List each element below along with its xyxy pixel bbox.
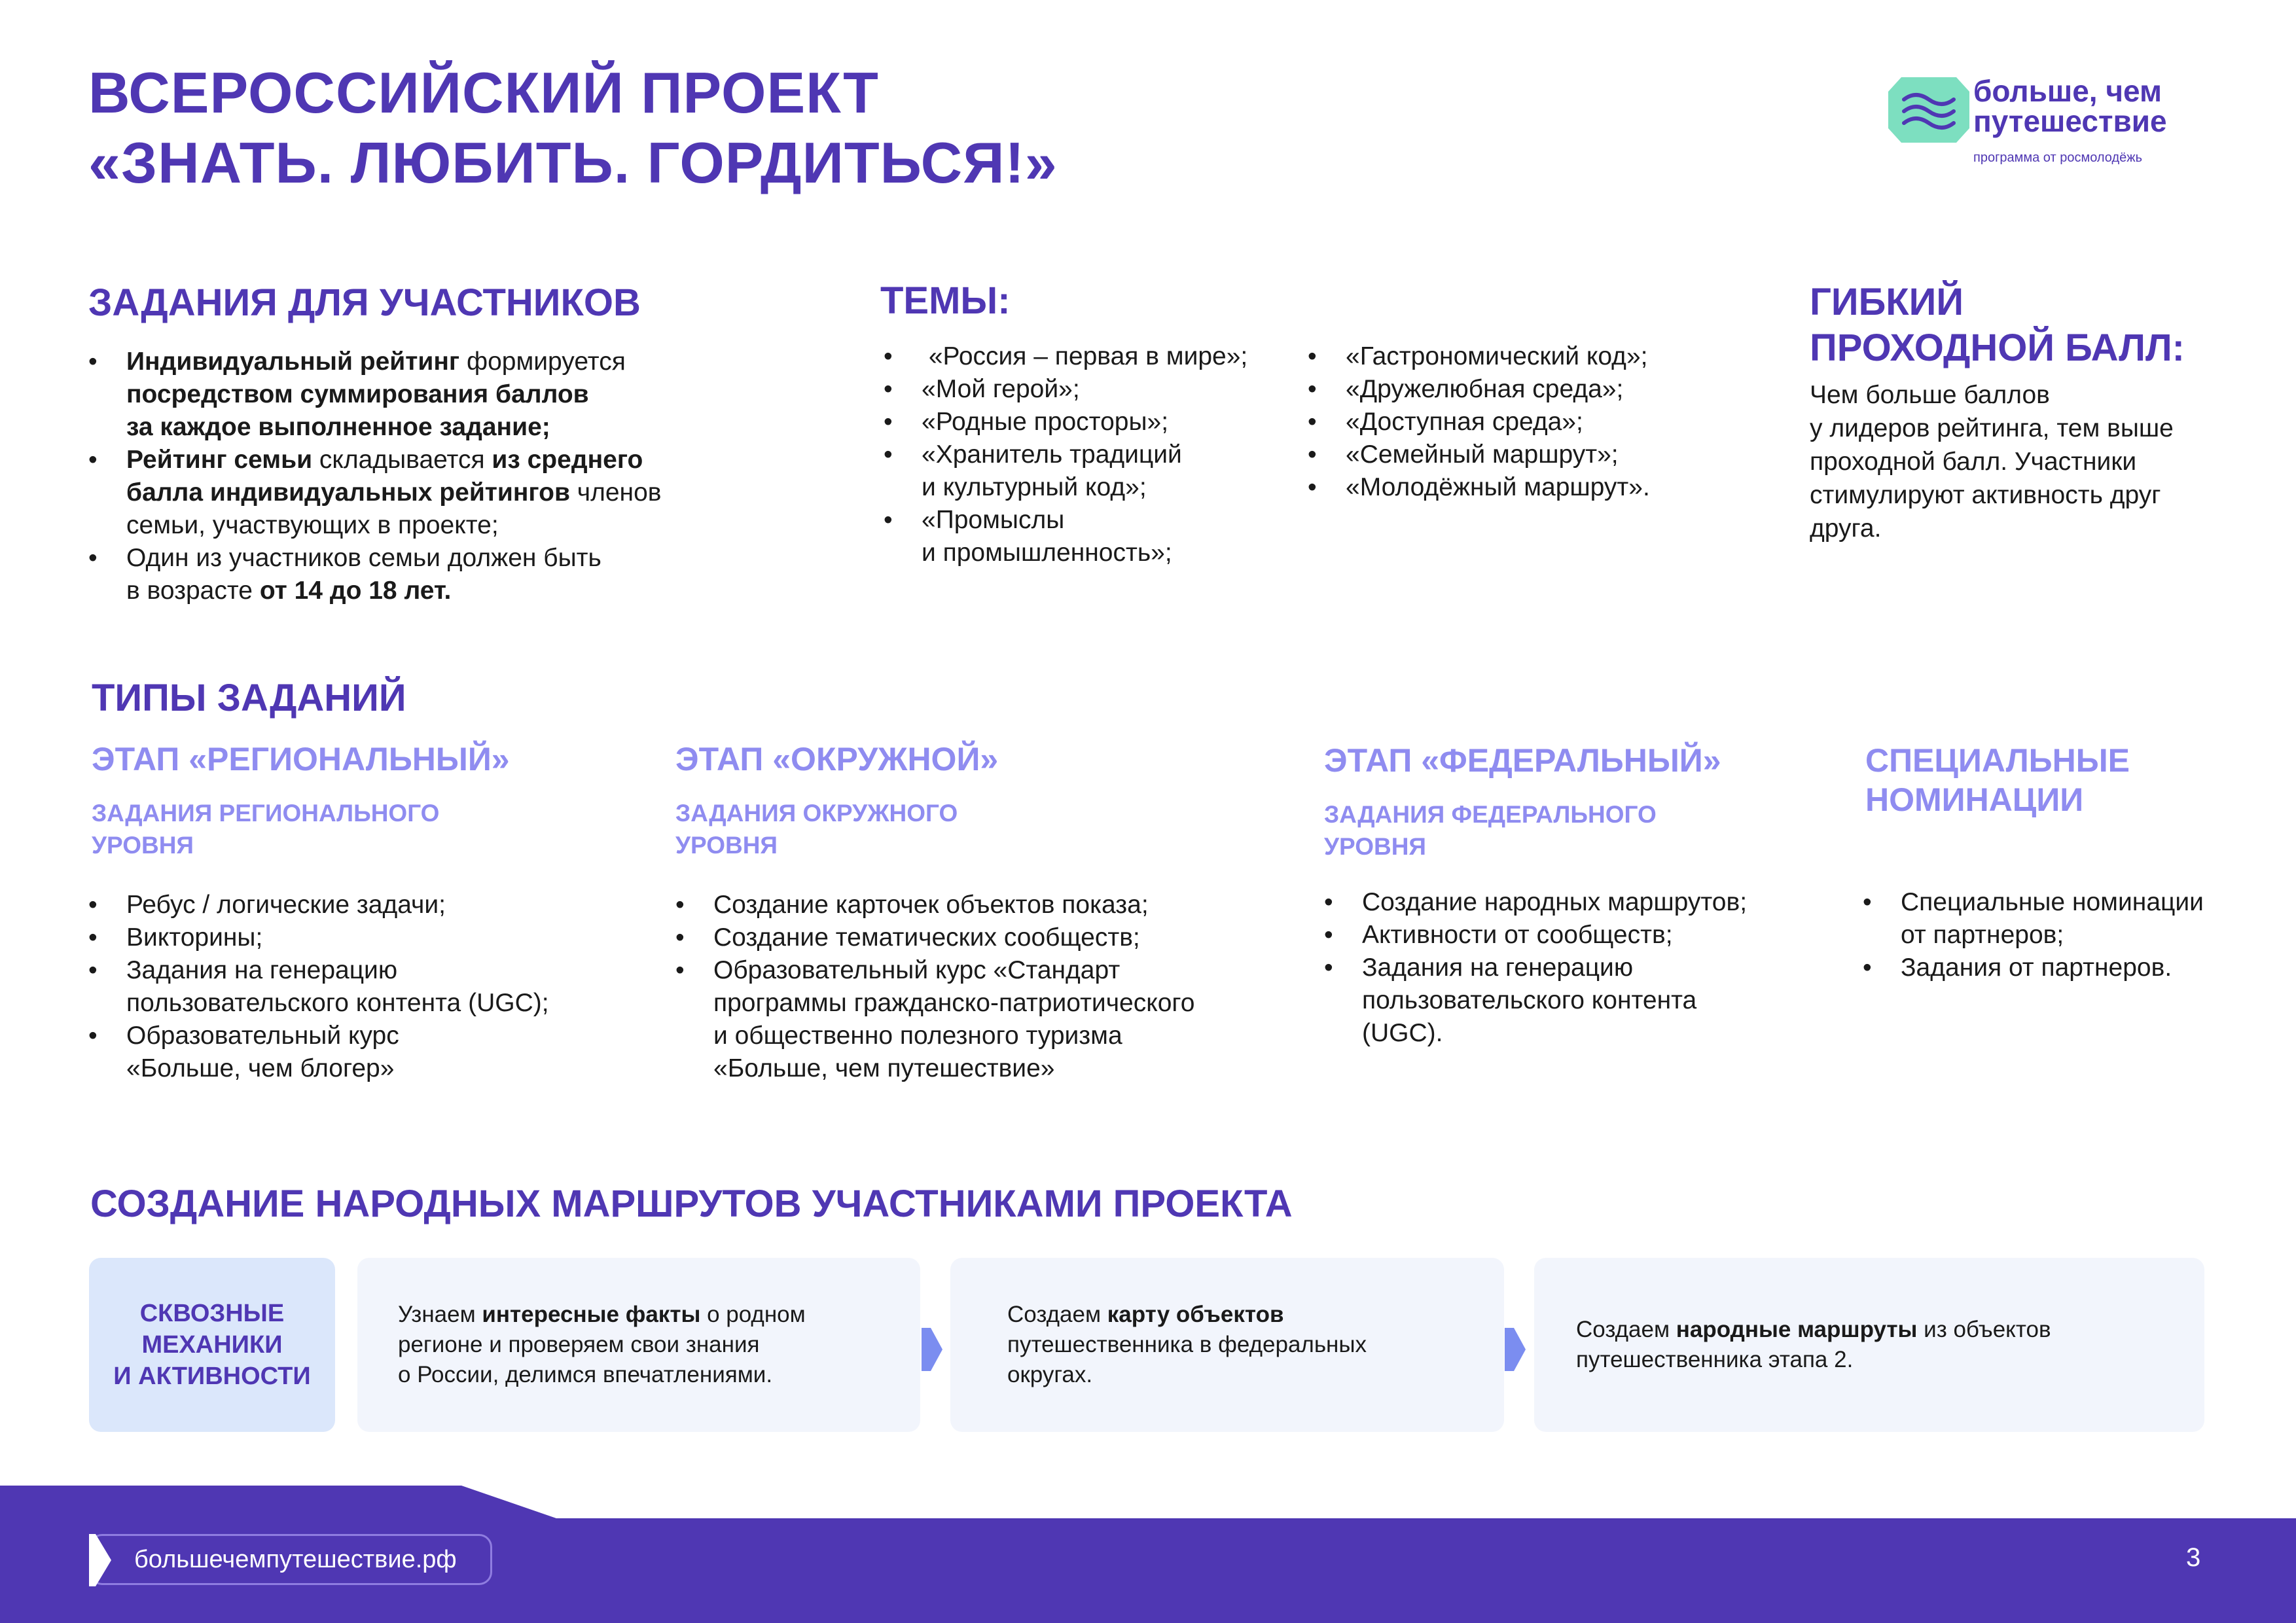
arrow-right-icon bbox=[1505, 1328, 1526, 1371]
chevron-right-icon bbox=[89, 1534, 111, 1586]
arrow-right-icon bbox=[922, 1328, 942, 1371]
list-item: • Создание карточек объектов показа; bbox=[675, 889, 1317, 921]
list-item: • Задания на генерацию пользовательского контента (UGC); bbox=[88, 954, 645, 1020]
list-item: • «Семейный маршрут»; bbox=[1308, 438, 1753, 471]
list-item: • «Доступная среда»; bbox=[1308, 406, 1753, 438]
title-line-1: ВСЕРОССИЙСКИЙ ПРОЕКТ bbox=[88, 60, 879, 125]
list-item: • Создание тематических сообществ; bbox=[675, 921, 1317, 954]
special-nominations-title: СПЕЦИАЛЬНЫЕ НОМИНАЦИИ bbox=[1865, 742, 2130, 818]
list-item: • Рейтинг семьи складывается из среднего балла индивидуальных рейтингов членов семьи, участвующих в проекте; bbox=[88, 444, 861, 542]
logo bbox=[1888, 73, 2215, 171]
stage-regional-title: ЭТАП «РЕГИОНАЛЬНЫЙ» bbox=[92, 741, 510, 777]
list-item: • Один из участников семьи должен быть в возрасте от 14 до 18 лет. bbox=[88, 542, 861, 607]
stage-regional-subtitle: ЗАДАНИЯ РЕГИОНАЛЬНОГО УРОВНЯ bbox=[92, 800, 440, 859]
website-url: большечемпутешествие.рф bbox=[134, 1545, 457, 1573]
list-item: • Ребус / логические задачи; bbox=[88, 889, 645, 921]
list-item: • «Россия – первая в мире»; bbox=[884, 340, 1302, 373]
stage-district-title: ЭТАП «ОКРУЖНОЙ» bbox=[675, 741, 999, 777]
stage-district-list bbox=[675, 889, 1317, 1085]
waves-logo-icon bbox=[1888, 77, 1969, 143]
stage-federal-list bbox=[1324, 886, 1795, 1050]
list-item: • Создание народных маршрутов; bbox=[1324, 886, 1795, 919]
list-item: • «Промыслы и промышленность»; bbox=[884, 504, 1302, 569]
route-card-map: Создаем карту объектов путешественника в федеральных округах. bbox=[950, 1258, 1504, 1432]
flexible-description: Чем больше баллов у лидеров рейтинга, тем выше проходной балл. Участники стимулируют активность друг друга. bbox=[1810, 381, 2174, 543]
route-card-routes: Создаем народные маршруты из объектов путешественника этапа 2. bbox=[1534, 1258, 2204, 1432]
themes-title: ТЕМЫ: bbox=[880, 279, 1011, 322]
themes-list-col2 bbox=[1308, 340, 1753, 504]
tasks-title: ЗАДАНИЯ ДЛЯ УЧАСТНИКОВ bbox=[88, 281, 641, 324]
logo-line-2: путешествие bbox=[1973, 104, 2167, 138]
list-item: • «Гастрономический код»; bbox=[1308, 340, 1753, 373]
route-card-facts: Узнаем интересные факты о родном регионе и проверяем свои знания о России, делимся впечатлениями. bbox=[357, 1258, 920, 1432]
list-item: • Задания от партнеров. bbox=[1863, 952, 2282, 984]
page-title bbox=[88, 58, 1058, 198]
stage-federal-title: ЭТАП «ФЕДЕРАЛЬНЫЙ» bbox=[1324, 742, 1721, 779]
logo-line-1: больше, чем bbox=[1973, 74, 2162, 108]
special-nominations-list bbox=[1863, 886, 2282, 984]
stage-federal-subtitle: ЗАДАНИЯ ФЕДЕРАЛЬНОГО УРОВНЯ bbox=[1324, 801, 1657, 860]
page-number: 3 bbox=[2186, 1543, 2201, 1572]
list-item: • Специальные номинации от партнеров; bbox=[1863, 886, 2282, 952]
website-link[interactable] bbox=[89, 1534, 492, 1585]
list-item: • «Дружелюбная среда»; bbox=[1308, 373, 1753, 406]
list-item: • «Хранитель традиций и культурный код»; bbox=[884, 438, 1302, 504]
types-title: ТИПЫ ЗАДАНИЙ bbox=[92, 677, 406, 719]
stage-district-subtitle: ЗАДАНИЯ ОКРУЖНОГО УРОВНЯ bbox=[675, 800, 958, 859]
list-item: • Образовательный курс «Больше, чем блогер» bbox=[88, 1020, 645, 1085]
list-item: • «Родные просторы»; bbox=[884, 406, 1302, 438]
tasks-list bbox=[88, 346, 861, 607]
title-line-2: «ЗНАТЬ. ЛЮБИТЬ. ГОРДИТЬСЯ!» bbox=[88, 130, 1058, 195]
list-item: • «Молодёжный маршрут». bbox=[1308, 471, 1753, 504]
routes-title: СОЗДАНИЕ НАРОДНЫХ МАРШРУТОВ УЧАСТНИКАМИ ПРОЕКТА bbox=[90, 1183, 1293, 1225]
list-item: • Индивидуальный рейтинг формируется посредством суммирования баллов за каждое выполненное задание; bbox=[88, 346, 861, 444]
list-item: • «Мой герой»; bbox=[884, 373, 1302, 406]
stage-regional-list bbox=[88, 889, 645, 1085]
list-item: • Образовательный курс «Стандарт программы гражданско-патриотического и общественно полезного туризма «Больше, чем путешествие» bbox=[675, 954, 1317, 1085]
list-item: • Задания на генерацию пользовательского контента (UGC). bbox=[1324, 952, 1795, 1050]
logo-subtitle: программа от росмолодёжь bbox=[1973, 151, 2143, 165]
list-item: • Активности от сообществ; bbox=[1324, 919, 1795, 952]
list-item: • Викторины; bbox=[88, 921, 645, 954]
route-card-mechanics: СКВОЗНЫЕ МЕХАНИКИ И АКТИВНОСТИ bbox=[89, 1258, 335, 1432]
themes-list-col1 bbox=[884, 340, 1302, 569]
flexible-title: ГИБКИЙ ПРОХОДНОЙ БАЛЛ: bbox=[1810, 281, 2185, 369]
